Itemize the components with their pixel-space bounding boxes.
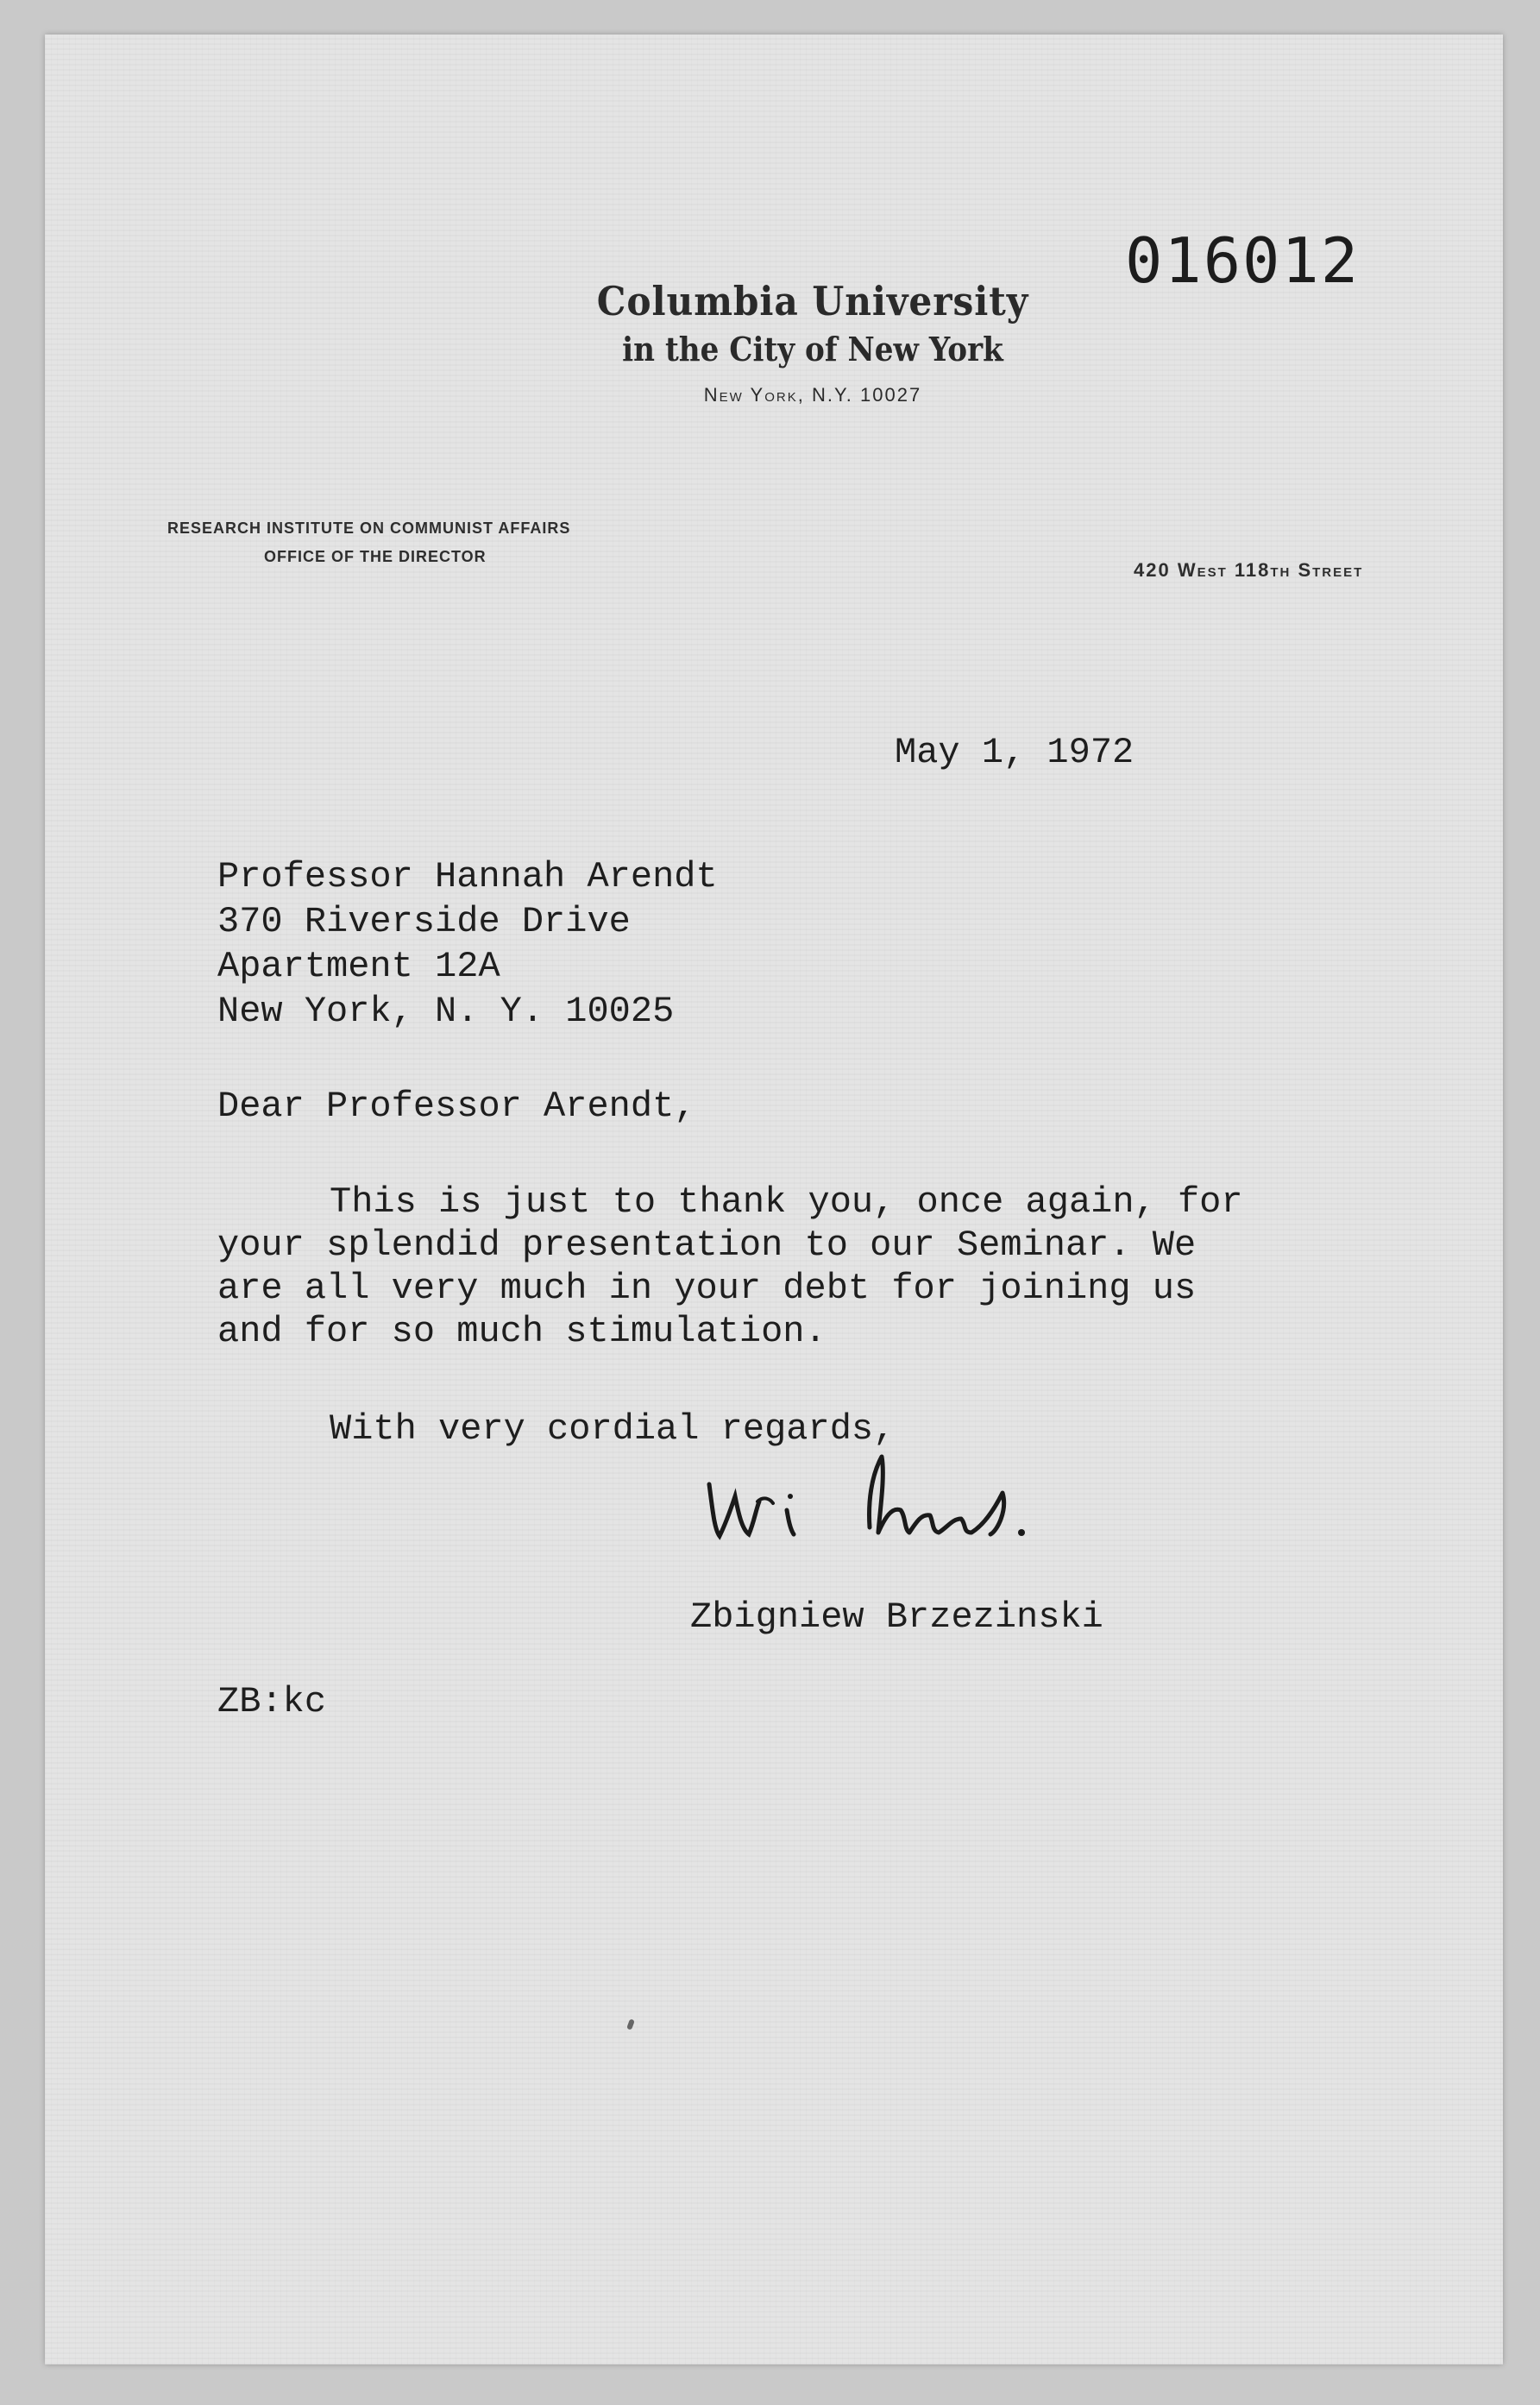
institute-name: RESEARCH INSTITUTE ON COMMUNIST AFFAIRS — [167, 519, 571, 537]
signer-name: Zbigniew Brzezinski — [690, 1596, 1103, 1638]
university-city: in the City of New York — [622, 330, 1003, 368]
street-address: 420 West 118th Street — [1134, 559, 1364, 581]
body-line: are all very much in your debt for joining us — [217, 1268, 1197, 1309]
institute-heading — [167, 519, 651, 566]
university-name: Columbia University — [596, 278, 1029, 324]
letter-page — [45, 35, 1503, 2364]
closing: With very cordial regards, — [330, 1408, 896, 1450]
recipient-city: New York, N. Y. 10025 — [217, 991, 675, 1032]
recipient-name: Professor Hannah Arendt — [217, 856, 718, 897]
body-line: and for so much stimulation. — [217, 1311, 827, 1352]
paper-speck — [626, 2018, 635, 2030]
reference-initials: ZB:kc — [217, 1681, 327, 1722]
letterhead — [528, 278, 1097, 406]
document-number: 016012 — [1125, 224, 1361, 297]
recipient-address — [217, 854, 718, 1034]
office-name: OFFICE OF THE DIRECTOR — [264, 548, 487, 565]
handwritten-signature — [701, 1450, 1115, 1562]
university-address: New York, N.Y. 10027 — [703, 384, 922, 406]
recipient-street: 370 Riverside Drive — [217, 901, 631, 942]
body-line: your splendid presentation to our Seminar. We — [217, 1225, 1197, 1266]
recipient-apartment: Apartment 12A — [217, 946, 500, 987]
body-line: This is just to thank you, once again, for — [330, 1181, 1243, 1223]
salutation: Dear Professor Arendt, — [217, 1086, 696, 1127]
letter-date: May 1, 1972 — [895, 732, 1135, 773]
letter-body — [217, 1180, 1339, 1353]
